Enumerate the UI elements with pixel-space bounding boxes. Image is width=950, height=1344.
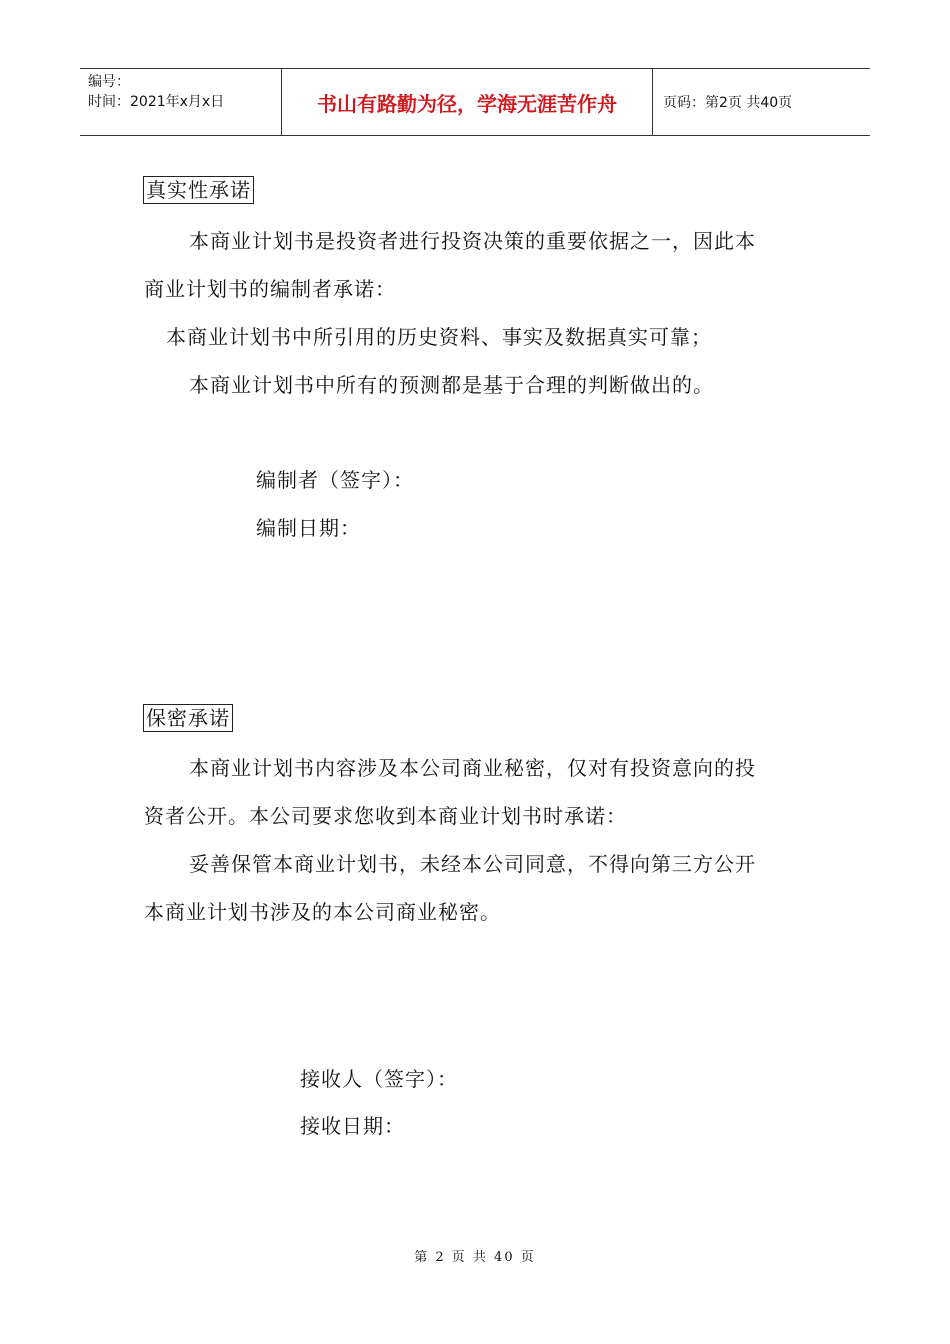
header-time-label: 时间：2021年x月x日: [88, 94, 225, 110]
authenticity-para3: 本商业计划书中所有的预测都是基于合理的判断做出的。: [189, 373, 714, 397]
authenticity-title: 真实性承诺: [143, 176, 254, 204]
page-footer: 第 2 页 共 40 页: [414, 1250, 536, 1265]
confidentiality-para1-line1: 本商业计划书内容涉及本公司商业秘密，仅对有投资意向的投: [189, 756, 756, 780]
confidentiality-sign-label: 接收人（签字）：: [300, 1067, 458, 1091]
page-header: [80, 68, 870, 136]
authenticity-date-label: 编制日期：: [256, 516, 361, 540]
confidentiality-para2-line1: 妥善保管本商业计划书，未经本公司同意，不得向第三方公开: [189, 852, 756, 876]
confidentiality-title: 保密承诺: [143, 704, 233, 732]
header-page-info: 页码：第2页 共40页: [663, 95, 793, 111]
confidentiality-para2-line2: 本商业计划书涉及的本公司商业秘密。: [144, 900, 501, 924]
authenticity-sign-label: 编制者（签字）：: [256, 468, 414, 492]
confidentiality-para1-line2: 资者公开。本公司要求您收到本商业计划书时承诺：: [144, 804, 627, 828]
header-number-label: 编号：: [88, 74, 130, 90]
authenticity-para1-line2: 商业计划书的编制者承诺：: [144, 277, 396, 301]
header-meta-cell: [80, 69, 282, 135]
authenticity-para1-line1: 本商业计划书是投资者进行投资决策的重要依据之一，因此本: [189, 229, 756, 253]
confidentiality-date-label: 接收日期：: [300, 1114, 405, 1138]
header-motto: 书山有路勤为径，学海无涯苦作舟: [282, 69, 653, 135]
authenticity-para2: 本商业计划书中所引用的历史资料、事实及数据真实可靠；: [166, 325, 712, 349]
